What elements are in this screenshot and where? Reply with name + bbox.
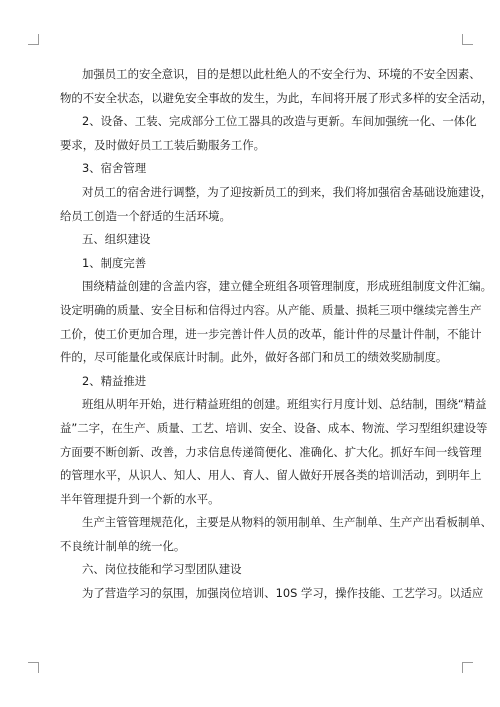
text-line: 件的，尽可能量化或保底计时制。此外，做好各部门和员工的绩效奖励制度。	[60, 350, 448, 365]
text-line: 围绕精益创建的含盖内容，建立健全班组各项管理制度，形成班组制度文件汇编。	[82, 279, 493, 294]
text-line: 不良统计制单的统一化。	[60, 538, 186, 553]
text-line: 对员工的宿舍进行调整，为了迎按新员工的到来，我们将加强宿舍基础设施建设，	[82, 184, 493, 199]
text-line: 六、岗位技能和学习型团队建设	[82, 562, 242, 577]
text-line: 的管理水平，从识人、知人、用人、育人、留人做好开展各类的培训活动，到明年上	[60, 468, 482, 483]
text-line: 2、设备、工装、完成部分工位工器具的改造与更新。车间加强统一化、一体化	[82, 114, 477, 129]
text-line: 加强员工的安全意识，目的是想以此杜绝人的不安全行为、环境的不安全因素、	[82, 67, 481, 81]
text-line: 益”二字，在生产、质量、工艺、培训、安全、设备、成本、物流、学习型组织建设等	[60, 420, 488, 435]
text-line: 半年管理提升到一个新的水平。	[60, 491, 220, 506]
text-line: 工价，使工价更加合理，进一步完善计件人员的改革，能计件的尽量计件制，不能计	[60, 326, 482, 341]
text-line: 五、组织建设	[82, 232, 151, 247]
crop-mark-top-right	[462, 34, 473, 45]
text-line: 要求，及时做好员工工装后勤服务工作。	[60, 137, 266, 152]
crop-mark-bottom-left	[28, 662, 39, 673]
crop-mark-bottom-right	[462, 662, 473, 673]
text-line: 为了营造学习的氛围，加强岗位培训、10S 学习，操作技能、工艺学习。以适应	[82, 586, 484, 601]
text-line: 班组从明年开始，进行精益班组的创建。班组实行月度计划、总结制，围绕“精益	[82, 397, 487, 412]
document-body	[60, 63, 493, 606]
text-line: 3、宿舍管理	[82, 161, 147, 176]
crop-mark-top-left	[28, 34, 39, 45]
text-line: 1、制度完善	[82, 255, 147, 270]
text-line: 2、精益推进	[82, 373, 147, 388]
text-line: 给员工创造一个舒适的生活环境。	[60, 208, 231, 223]
text-line: 设定明确的质量、安全目标和信得过内容。从产能、质量、损耗三项中继续完善生产	[60, 302, 482, 317]
text-line: 生产主管管理规范化，主要是从物料的领用制单、生产制单、生产产出看板制单、	[82, 515, 493, 530]
text-line: 方面要不断创新、改善，力求信息传递简便化、准确化、扩大化。抓好车间一线管理	[60, 444, 482, 459]
text-line: 物的不安全状态，以避免安全事故的发生，为此，车间将开展了形式多样的安全活动，	[60, 90, 493, 105]
